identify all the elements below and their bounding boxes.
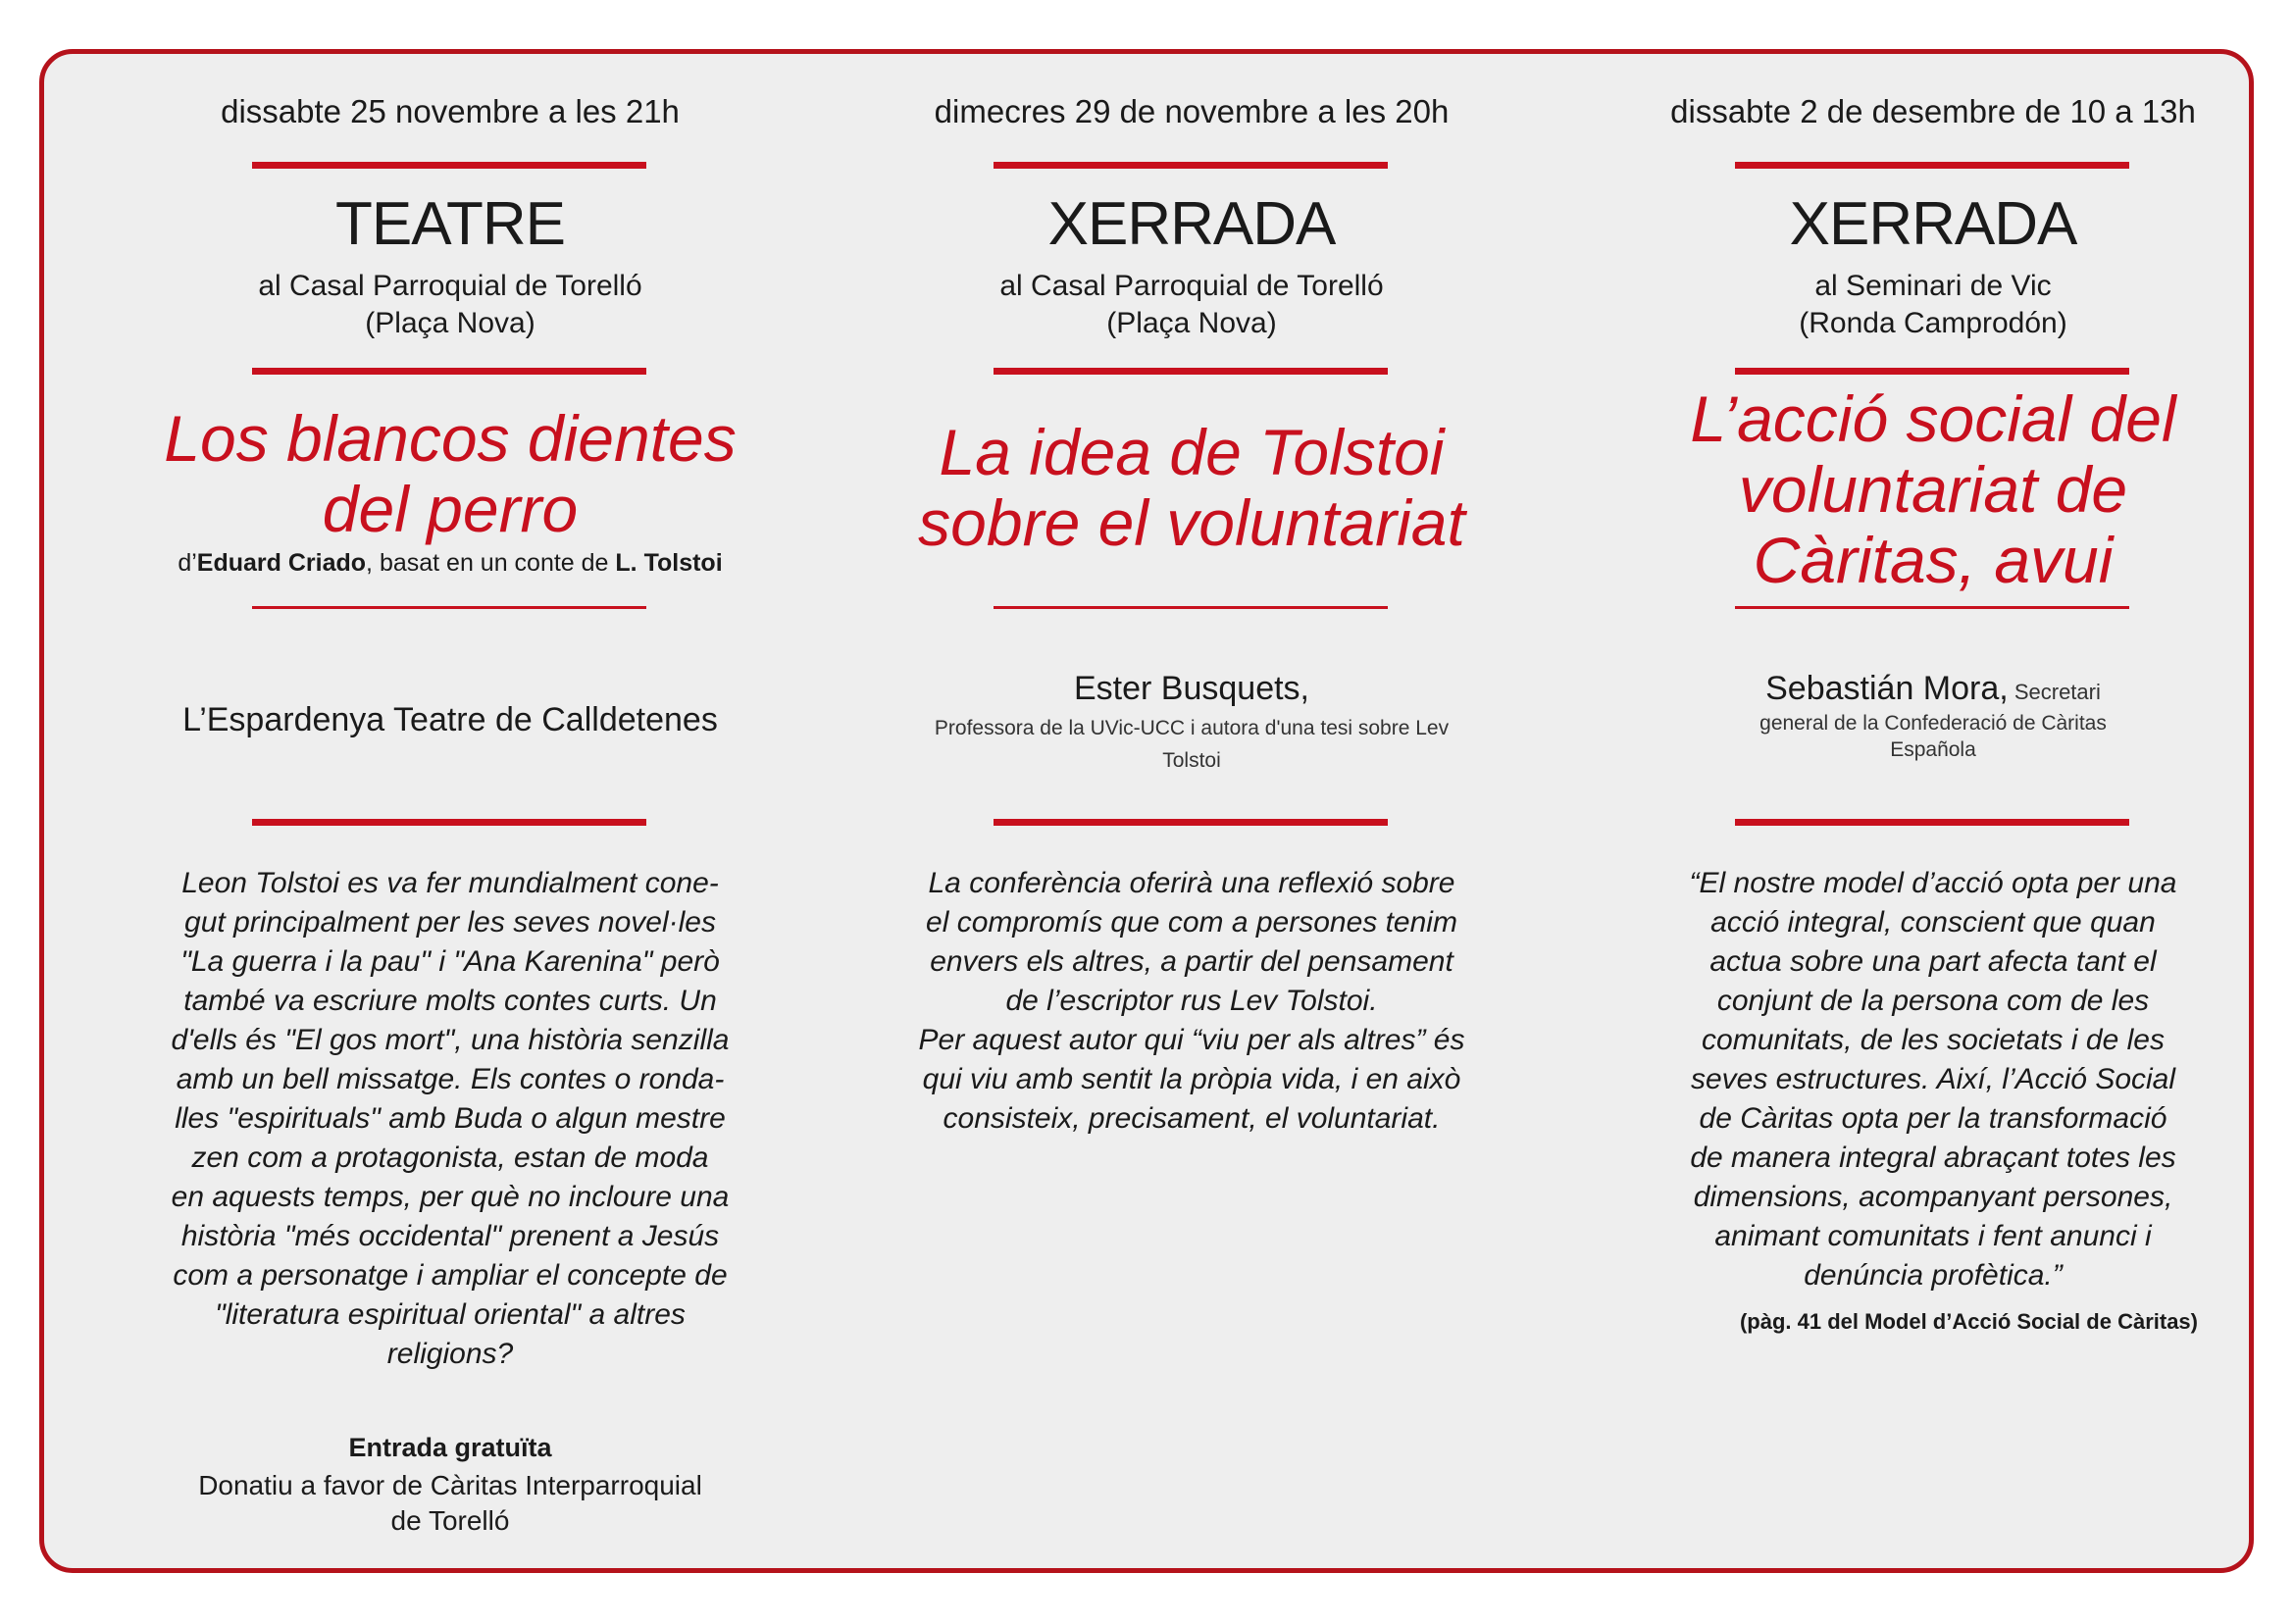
event-description: Leon Tolstoi es va fer mundialment cone- gut principalment per les seves novel·les "La guerra i la pau" i "Ana Karenina" però també va escriure molts contes curts. Un d'ells és "El gos mort", una història senzilla amb un bell missatge. Els contes o ronda- lles "espirituals" amb Buda o algun mestre zen com a protagonista, estan de moda en aquests temps, per què no incloure una història "més occidental" prenent a Jesús com a personatge i ampliar el concepte de "literatura espiritual oriental" a altres religions?: [171, 867, 730, 1370]
event-quote: “El nostre model d’acció opta per una acció integral, conscient que quan actua sobre una part afecta tant el conjunt de la persona com de les comunitats, de les societats i de les seves estructures. Així, l’Acció Social de Càritas opta per la transformació de manera integral abraçant totes les dimensions, acompanyant persones, animant comunitats i fent anunci i denúncia profètica.”: [1689, 867, 2177, 1292]
thin-divider: [994, 606, 1388, 609]
free-entry: Entrada gratuïta: [348, 1433, 552, 1462]
red-divider: [994, 162, 1388, 169]
event-title: Los blancos dientes del perro: [164, 402, 737, 545]
play-credit: d’Eduard Criado, basat en un conte de L. Tolstoi: [178, 549, 723, 577]
red-divider: [1735, 819, 2129, 826]
event-description: La conferència oferirà una reflexió sobre el compromís que com a persones tenim envers els altres, a partir del pensament de l’escriptor rus Lev Tolstoi. Per aquest autor qui “viu per als altres” és qui viu amb sentit la pròpia vida, i en això consisteix, precisament, el voluntariat.: [918, 867, 1465, 1135]
event-column-xerrada-tolstoi: [888, 54, 1496, 1568]
red-divider: [994, 819, 1388, 826]
speaker-name: Sebastián Mora,: [1765, 670, 2009, 707]
event-title: L’acció social del voluntariat de Càritas, avui: [1690, 382, 2176, 596]
event-type: XERRADA: [1789, 190, 2077, 258]
red-divider: [252, 368, 646, 375]
event-type: TEATRE: [335, 190, 565, 258]
event-column-xerrada-caritas: [1629, 54, 2237, 1568]
event-date: dissabte 25 novembre a les 21h: [221, 93, 680, 129]
event-title: La idea de Tolstoi sobre el voluntariat: [918, 416, 1465, 559]
theatre-company: L’Espardenya Teatre de Calldetenes: [182, 701, 718, 738]
event-column-teatre: [146, 54, 754, 1568]
speaker-name: Ester Busquets,: [1073, 670, 1309, 707]
speaker-role-start: Secretari: [2008, 680, 2101, 704]
donation-note: Donatiu a favor de Càritas Interparroquial de Torelló: [198, 1470, 702, 1536]
thin-divider: [252, 606, 646, 609]
speaker-role: general de la Confederació de Càritas Española: [1759, 712, 2107, 761]
red-divider: [994, 368, 1388, 375]
red-divider: [252, 819, 646, 826]
event-venue: al Casal Parroquial de Torelló (Plaça Nova): [258, 270, 642, 339]
event-type: XERRADA: [1047, 190, 1336, 258]
speaker-role: Professora de la UVic-UCC i autora d'una tesi sobre Lev Tolstoi: [934, 717, 1450, 772]
flyer-frame: [39, 49, 2254, 1573]
event-date: dissabte 2 de desembre de 10 a 13h: [1670, 93, 2196, 129]
event-venue: al Seminari de Vic (Ronda Camprodón): [1799, 270, 2067, 339]
event-date: dimecres 29 de novembre a les 20h: [934, 93, 1450, 129]
red-divider: [1735, 162, 2129, 169]
quote-source: (pàg. 41 del Model d’Acció Social de Càritas): [1739, 1309, 2198, 1334]
red-divider: [252, 162, 646, 169]
thin-divider: [1735, 606, 2129, 609]
red-divider: [1735, 368, 2129, 375]
speaker-line: [1629, 670, 2237, 708]
event-venue: al Casal Parroquial de Torelló (Plaça Nova): [999, 270, 1384, 339]
